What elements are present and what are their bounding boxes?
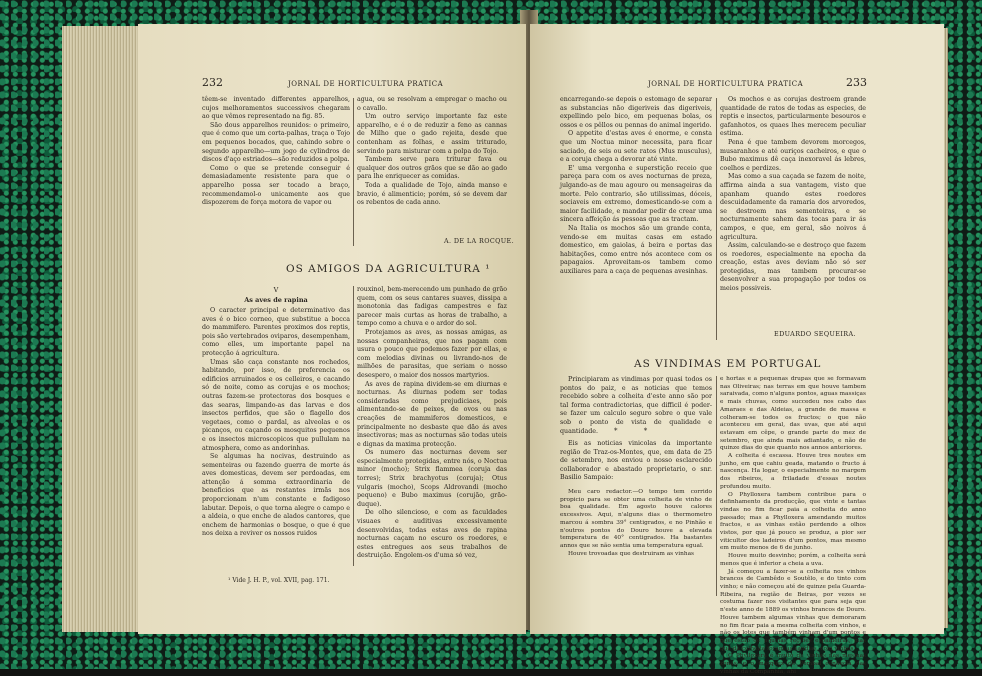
- paragraph: Pena é que tambem devorem morcegos, musaranhos e até ouriços cacheiros, e que o Bubo maximus dê caça inexoravel ás lebres, coelhos e perdizes.: [720, 138, 866, 172]
- paragraph: Assim, calculando-se e destroço que fazem os roedores, especialmente na epocha da creação, estas aves deviam não só ser protegidas, mas tambem procurar-se desenvolver a sua propagação por todos os meios possiveis.: [720, 242, 866, 293]
- page-number: 233: [846, 76, 867, 89]
- page-edges-left: [62, 26, 140, 632]
- paragraph: rouxinol, bem-merecendo um punhado de grão quem, com os seus cantares suaves, dissipa a monotonia das fadigas campestres e faz parecer mais curtas as horas de trabalho, a tempo como a chuva e o ardor do sol.: [357, 286, 507, 328]
- right-col2-top: [720, 96, 866, 294]
- paragraph: As aves de rapina dividem-se em diurnas e nocturnas. As diurnas podem ser todas consideradas como prejudiciaes, pois alimentando-se de peixes, de ovos ou nas creações de mammiferos domesticos, e principalmente no desbaste que dão ás aves insectivoras; mas as nocturnas são todas uteis e dignas da maxima protecção.: [357, 380, 507, 448]
- left-col2-bottom: [357, 286, 507, 561]
- footnote: ¹ Vide J. H. P., vol. XVII, pag. 171.: [228, 577, 330, 584]
- paragraph: O Phylloxera tambem contribue para o definhamento da producção, que vinte e tantas vindas no fim ficar paia a colheita do anno passado; mas a Phylloxera amendando muitos fractos, e as vinhas estão perdendo a olhos vistos, por que já pouco se produz, a pior ser viticultor dos ladeiros d'um pontos, mas mesmo em muito menos de 6 de junho.: [720, 491, 866, 552]
- right-page: [530, 24, 944, 675]
- section-title: As aves de rapina: [244, 296, 308, 304]
- article-title: AS VINDIMAS EM PORTUGAL: [634, 358, 822, 370]
- right-col1-top: [560, 96, 712, 276]
- paragraph: O appetite d'estas aves é enorme, e consta que um Noctua minor necessita, para ficar saciado, de seis ou sete ratos (Mus musculus), e a coruja chega a devorar até vinte.: [560, 130, 712, 164]
- signature: A. DE LA ROCQUE.: [444, 237, 515, 245]
- paragraph: Protejamos as aves, as nossas amigas, as nossas companheiras, que nos pagam com usura o pouco que podemos fazer por ellas, e com melodias divinas ou livrando-nos de milhões de parasitas, que seriam o nosso desespero, o maior dos nossos martyrios.: [357, 328, 507, 379]
- paragraph: Já começou a fazer-se a colheita nos vinhos brancos de Cambêdo e Soutêlo, e do tinto com vinho; e não começou até de quinze pela Guarda-Ribeira, na região de Beiras, por vezes se costuma fazer nos visitantes que para seja que n'este anno de 1889 os vinhos brancos de Douro. Houve tambem algumas vinhas que demoraram no fim ficar paia a mesma colheita com vinhos, e não os lotes que também vinham d'um pontos e que estão de aquelas regiões espaldeiras, mas que da colheita foram as sandias, com vinhos.: [720, 568, 866, 652]
- right-col1-intro: [560, 440, 712, 483]
- paragraph: Os mochos e as corujas destroem grande quantidade de ratos de todas as especies, de reptis e insectos, particularmente besouros e gafanhotos, os quaes lhes merecem peculiar estima.: [720, 96, 866, 138]
- paragraph: O Phylloxera é muito de vinhas nas mesmas zonas, e o marquez de Pombal conhecia das vinhas da Companhia, ahi: [720, 653, 866, 675]
- section-number: V: [273, 286, 279, 294]
- paragraph: Os numero das nocturnas devem ser especialmente protegidas, entre nós, o Noctua minor (mocho); Strix flammea (coruja das torres); Strix brachyotus (coruja); Otus vulgaris (mocho), Scops Aldrovandi (mocho pequeno) e Bubo maximus (corujão, grão-duque).: [357, 449, 507, 508]
- running-header: JORNAL DE HORTICULTURA PRATICA: [648, 80, 804, 88]
- left-page: [138, 24, 526, 634]
- paragraph: O caracter principal e determinativo das aves é o bico corneo, que substitue a bocca do mammifero. Parentes proximos dos reptis, pois são vertebrados oviparos, desempenham, como elles, um importante papel na protecção á agricultura.: [202, 307, 350, 357]
- paragraph: Toda a qualidade de Tojo, ainda manso e bravio, é alimenticio; porém, só se devem dar os rebentos de cada anno.: [357, 181, 507, 207]
- paragraph: A colheita é escassa. Houve tres noutes em junho, em que cahiu geada, matando o fructo á nascença. Ha logar, o especialmente no margem dos ribeiros, a friladade d'essas noutes profundou muito.: [720, 453, 866, 490]
- running-header: JORNAL DE HORTICULTURA PRATICA: [288, 80, 444, 88]
- page-number: 232: [202, 76, 223, 89]
- paragraph: agua, ou se resolvam a empregar o macho ou o cavallo.: [357, 96, 507, 112]
- paragraph: têem-se inventado differentes apparelhos, cujos melhoramentos successivos chegaram ao que vêmos representado na fig. 85.: [202, 96, 350, 121]
- paragraph: Eis as noticias vinicolas da importante região de Traz-os-Montes, que, em data de 25 de setembro, nos enviou o nosso esclarecido collaborador e abastado proprietario, o snr. Basilio Sampaio:: [560, 440, 712, 482]
- paragraph: encarregando-se depois o estomago de separar as substancias não digeriveis das digeriveis, expellindo pelo bico, em pequenas bolas, os ossos e os pêllos ou pennas do animal ingerido.: [560, 96, 712, 129]
- paragraph: E' uma vergonha e superstição receio que pareça para com os aves nocturnas de preza, julgando-as de mau agouro ou mensageiras da morte. Pelo contrario, são utilissimas, dóceis, sociaveis em extremo, domesticando-se com a maior facilidade, e mandar pedir de crear uma sincera affeição ás pessoas que as tractam.: [560, 164, 712, 224]
- left-col2-top: [357, 96, 507, 208]
- left-col1-bottom: [202, 307, 350, 539]
- paragraph: Meu caro redactor.—O tempo tem corrido propicio para se obter uma colheita de vinho de boa qualidade. Em agosto houve calores excessivos. Aqui, n'alguns dias o thermometro marcou á sombra 39° centigrados, e no Pinhão e n'outros pontos do Douro houve a elevada temperatura de 40° centigrados. Ha bastantes annos que se não sentia uma temperatura egual.: [560, 489, 712, 549]
- signature: EDUARDO SEQUEIRA.: [774, 330, 856, 338]
- paragraph: e hortas e a pequenas drupas que se formavam nas Oliveiras; nas terras em que houve tambem saraivada, como n'alguns pontos, aguas massiças e mais chuvas, como succedeu nos cabo das Amaraes e das Aldeias, a grande de massa e colheram-se todos os fructos; o que não aconteceu em geral, das uvas, que até aqui estavam em cêpe, o grande parte do mez de setembro, que ainda mais adiantado, e não de quinze dias do que quanto nos annos anteriores.: [720, 376, 866, 452]
- paragraph: De olho silencioso, e com as faculdades visuaes e auditivas excessivamente desenvolvidas, todas estas aves de rapina nocturnas caçam no escuro os roedores, e estes entregues aos seus trabalhos de destruição. Engolem-os d'uma só vez,: [357, 509, 507, 560]
- paragraph: São dous apparelhos reunidos: o primeiro, que é como que um corta-palhas, traça o Tojo em pequenos bocados, que, cahindo sobre o segundo apparelho—um jogo de cylindros de discos d'aço estriados—são reduzidos a polpa.: [202, 121, 350, 164]
- section-divider: * *: [614, 427, 660, 435]
- right-col1-letter: [560, 489, 712, 558]
- paragraph: Como o que se pretende conseguir é demasiadamente resistente para que o apparelho possa ser tocado a braço, recommendamol-o unicamente aos que dispozerem de força motora de vapor ou: [202, 164, 350, 207]
- paragraph: Houve muito desvinho; porém, a colheita será menos que é inferior a cheia a uva.: [720, 553, 866, 567]
- left-col1-top: [202, 96, 350, 208]
- paragraph: Principiaram as vindimas por quasi todos os pontos do paiz, e as noticias que temos recebido sobre a colheita d'este anno são por tal forma contradictorias, que difficil é poder-se fazer um calculo seguro sobre o que vale sob o ponto de vista de qualidade e quantidade.: [560, 376, 712, 435]
- paragraph: Tambem serve para triturar fava ou qualquer dos outros grãos que se dão ao gado para lhe enriquecer as comidas.: [357, 156, 507, 181]
- paragraph: Houve trovoadas que destruiram as vinhas: [568, 550, 695, 557]
- column-rule: [716, 376, 717, 596]
- right-col2-letter: [720, 376, 866, 676]
- paragraph: Se algumas ha nocivas, destruindo as sementeiras ou fazendo guerra de morte ás aves domesticas, devem ser perdoadas, em attenção á somma extraordinaria de beneficios que as restantes irmãs nos proporcionam n'um constante e fadigoso labutar. Depois, o que torna alegre o campo e a aldeia, o que enche de alados cantores, que enchem de harmonias o bosque, o que é que nos deixa a reviver os nossos ruidos: [202, 453, 350, 538]
- paragraph: Umas são caça constante nos rochedos, habitando, por isso, de preferencia os edificios arruinados e os celleiros, e cacando só de noite, como as corujas e os mochos; outras fazem-se protectoras dos bosques e das searas, limpando-as das larvas e dos insectos perfidos, que são o flagello dos vegetaes, como o pardal, as alveolas e os picanços, ou caçando os mosquitos pequenos e os insectos microscopicos que pullulam na atmosphera, como as andorinhas.: [202, 358, 350, 452]
- column-rule: [353, 98, 354, 246]
- column-rule: [716, 98, 717, 340]
- paragraph: Mas como a sua caçada se fazem de noite, affirma ainda a sua vantagem, visto que apanham quando estes roedores descuidadamente da ramaria dos arvoredos, se destroem nas sementeiras, e se nocturnamente sahem das tocas para ir ás campos, e que, em geral, são noivos á agricultura.: [720, 173, 866, 241]
- paragraph: Na Italia os mochos são um grande conta, vendo-se em muitas casas em estado domestico, em gaiolas, á beira e portas das habitações, como entre nós acontece com os papagaios. Aproveitam-os tambem como auxiliares para a caça de pequenas avesinhas.: [560, 224, 712, 275]
- article-title: OS AMIGOS DA AGRICULTURA ¹: [286, 263, 491, 275]
- paragraph: Um outro serviço importante faz este apparelho, e é o de reduzir a feno as cannas de Milho que o gado rejeita, desde que contenham as folhas, e assim triturado, servindo para misturar com a polpa do Tojo.: [357, 113, 507, 155]
- column-rule: [353, 286, 354, 566]
